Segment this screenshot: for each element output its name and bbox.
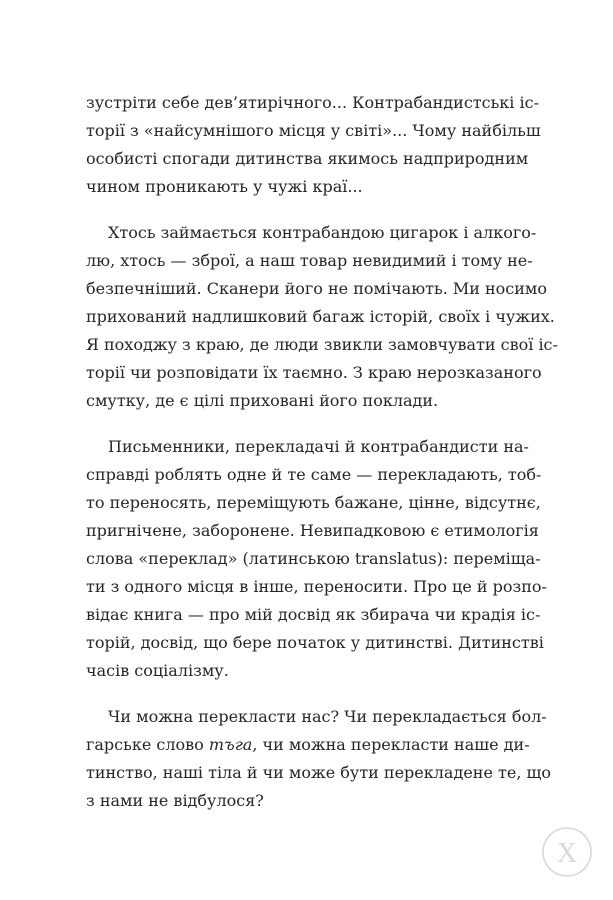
text-line: Письменники, перекладачі й контрабандисти на- [108, 437, 529, 456]
text-line: часів соціалізму. [86, 661, 229, 680]
paragraph-3 [86, 433, 547, 685]
text-line: пригнічене, заборонене. Невипадковою є етимологія [86, 521, 539, 540]
text-line: особисті спогади дитинства якимось надприродним [86, 149, 529, 168]
text-segment: , чи можна перекласти наше ди- [252, 735, 530, 754]
text-line: з нами не відбулося? [86, 791, 264, 810]
text-line: Я походжу з краю, де люди звикли замовчувати свої іс- [86, 335, 558, 354]
text-line: чином проникають у чужі краї... [86, 177, 363, 196]
book-page-text [86, 89, 558, 815]
text-line: зустріти себе дев’ятирічного... Контрабандистські іс- [86, 93, 539, 112]
text-line: торій, досвід, що бере початок у дитинстві. Дитинстві [86, 633, 544, 652]
italic-word: тъга [208, 735, 253, 754]
text-line: то переносять, переміщують бажане, цінне, відсутнє, [86, 493, 541, 512]
text-line: прихований надлишковий багаж історій, своїх і чужих. [86, 307, 555, 326]
text-line: лю, хтось — зброї, а наш товар невидимий і тому не- [86, 251, 533, 270]
paragraph-2 [86, 219, 558, 415]
text-line: справді роблять одне й те саме — перекладають, тоб- [86, 465, 542, 484]
text-line: ти з одного місця в інше, переносити. Про це й розпо- [86, 577, 547, 596]
text-line [86, 731, 530, 759]
text-line: Хтось займається контрабандою цигарок і алкого- [108, 223, 537, 242]
text-line: торії чи розповідати їх таємно. З краю нерозказаного [86, 363, 542, 382]
paragraph-1 [86, 89, 541, 201]
logo-letter: X [556, 838, 578, 869]
x-circle-logo-icon [541, 826, 593, 878]
text-line: відає книга — про мій досвід як збирача чи крадія іс- [86, 605, 541, 624]
text-line: смутку, де є цілі приховані його поклади. [86, 391, 439, 410]
text-line: торії з «найсумнішого місця у світі»... Чому найбільш [86, 121, 541, 140]
text-segment: гарське слово [86, 735, 209, 754]
text-line: тинство, наші тіла й чи може бути перекладене те, що [86, 763, 552, 782]
paragraph-4 [86, 703, 552, 815]
text-line: Чи можна перекласти нас? Чи перекладається бол- [108, 707, 547, 726]
text-line: слова «переклад» (латинською translatus): переміща- [86, 549, 541, 568]
text-line: безпечніший. Сканери його не помічають. Ми носимо [86, 279, 547, 298]
logo-svg [541, 826, 593, 878]
